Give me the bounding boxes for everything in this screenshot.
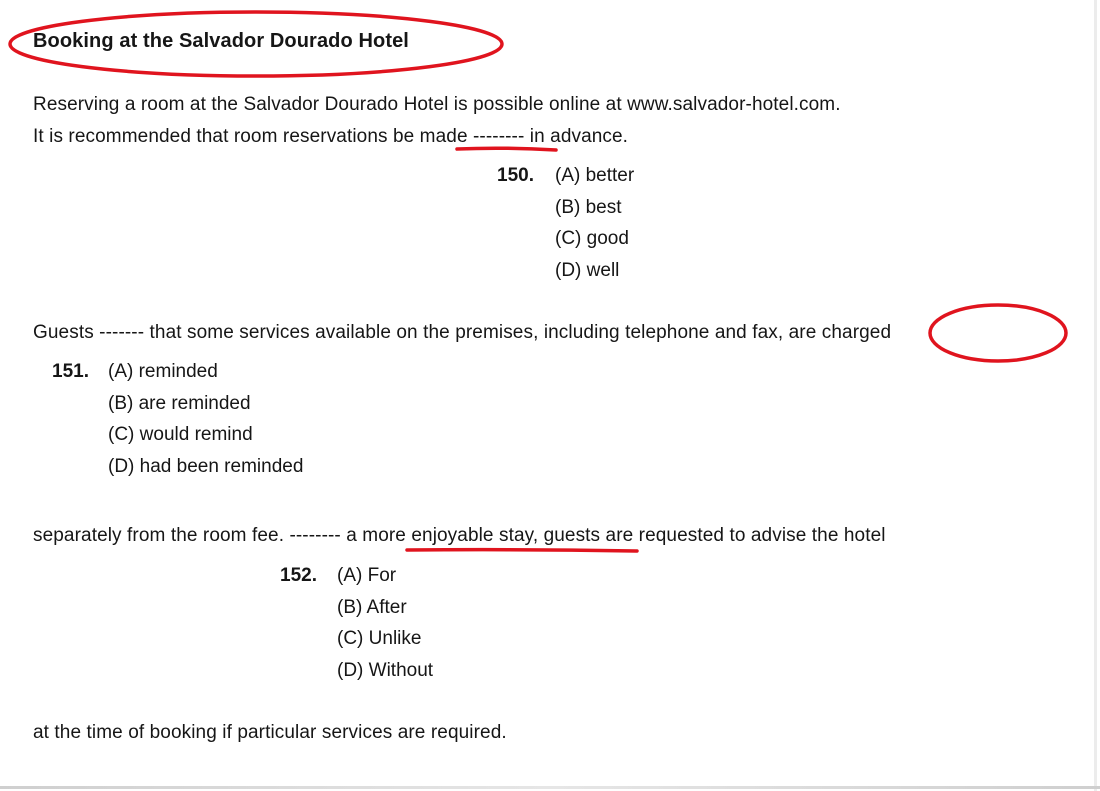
option-b[interactable]: (B) best: [555, 196, 622, 218]
be-made-underline-annotation: [457, 148, 556, 150]
option-a[interactable]: (A) For: [337, 565, 397, 586]
option-c[interactable]: (C) good: [555, 228, 629, 249]
option-a[interactable]: (A) better: [555, 165, 635, 186]
option-c[interactable]: (C) Unlike: [337, 628, 422, 649]
question-number: 150.: [497, 165, 534, 186]
passage-line-2: It is recommended that room reservations be made -------- in advance.: [33, 126, 629, 147]
page-title: Booking at the Salvador Dourado Hotel: [33, 30, 409, 52]
option-b[interactable]: (B) After: [337, 596, 407, 618]
option-d[interactable]: (D) well: [555, 259, 620, 281]
answer-options: [555, 160, 634, 286]
option-b[interactable]: (B) are reminded: [108, 392, 251, 414]
option-d[interactable]: (D) had been reminded: [108, 455, 304, 477]
page-edge-right: [1094, 0, 1097, 791]
passage-line-1: Reserving a room at the Salvador Dourado Hotel is possible online at www.salvador-hotel.com.: [33, 94, 841, 115]
answer-options: [337, 560, 433, 686]
page-edge-bottom: [0, 786, 1100, 789]
option-a[interactable]: (A) reminded: [108, 361, 218, 382]
question-number: 151.: [52, 361, 89, 382]
question-number: 152.: [280, 565, 317, 586]
passage-line-4: separately from the room fee. -------- a more enjoyable stay, guests are requested to advise the hotel: [33, 525, 886, 546]
answer-options: [108, 356, 303, 482]
passage-line-5: at the time of booking if particular services are required.: [33, 722, 507, 743]
passage-line-3: Guests ------- that some services available on the premises, including telephone and fax, are charged: [33, 322, 892, 343]
option-d[interactable]: (D) Without: [337, 659, 434, 681]
are-charged-circle-annotation: [930, 305, 1066, 361]
option-c[interactable]: (C) would remind: [108, 424, 253, 445]
enjoyable-stay-underline-annotation: [407, 550, 637, 551]
